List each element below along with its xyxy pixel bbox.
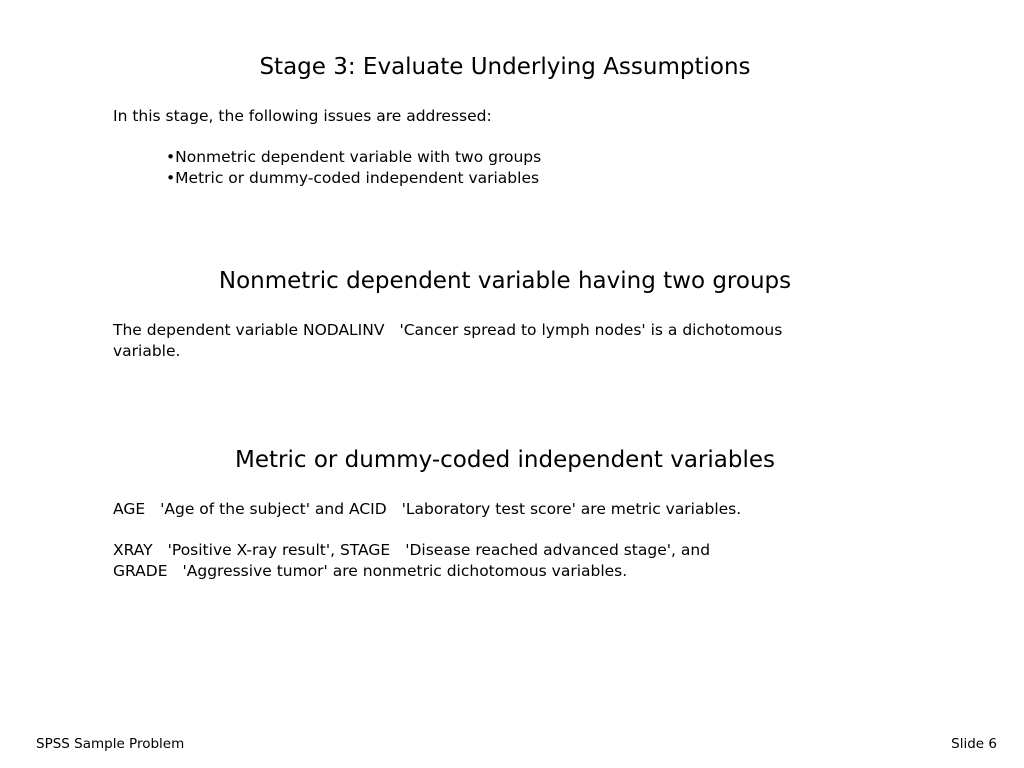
age-description: 'Age of the subject' and ACID: [160, 500, 387, 518]
bullet-text-2: Metric or dummy-coded independent variables: [175, 169, 540, 187]
slide-title: Stage 3: Evaluate Underlying Assumptions: [259, 54, 751, 80]
age-variable: AGE: [113, 500, 146, 518]
dependent-variable-name: The dependent variable NODALINV: [113, 321, 385, 339]
list-item: •Nonmetric dependent variable with two groups: [166, 148, 542, 166]
section-heading-independent: Metric or dummy-coded independent variables: [235, 447, 775, 473]
bullet-text-1: Nonmetric dependent variable with two groups: [175, 148, 542, 166]
dependent-variable-description: 'Cancer spread to lymph nodes' is a dichotomous: [399, 321, 783, 339]
issues-list: [166, 147, 541, 189]
section-heading-dependent: Nonmetric dependent variable having two groups: [218, 268, 792, 294]
metric-variables-line: [113, 499, 741, 520]
dependent-variable-line-1: [113, 320, 782, 341]
acid-description: 'Laboratory test score' are metric variables.: [401, 500, 742, 518]
slide-number: [951, 735, 997, 753]
nonmetric-variables-line-2: [113, 561, 627, 582]
intro-text: In this stage, the following issues are addressed:: [113, 107, 492, 125]
xray-description: 'Positive X-ray result', STAGE: [167, 541, 391, 559]
grade-variable: GRADE: [113, 562, 168, 580]
nonmetric-variables-line-1: [113, 540, 710, 561]
stage-description: 'Disease reached advanced stage', and: [405, 541, 711, 559]
xray-variable: XRAY: [113, 541, 153, 559]
dependent-variable-line-2: variable.: [113, 342, 181, 360]
list-item: •Metric or dummy-coded independent variables: [166, 169, 540, 187]
grade-description: 'Aggressive tumor' are nonmetric dichotomous variables.: [182, 562, 628, 580]
slide-number-value: 6: [988, 736, 997, 752]
footer-title: SPSS Sample Problem: [36, 736, 185, 752]
slide-label: Slide: [951, 736, 985, 752]
